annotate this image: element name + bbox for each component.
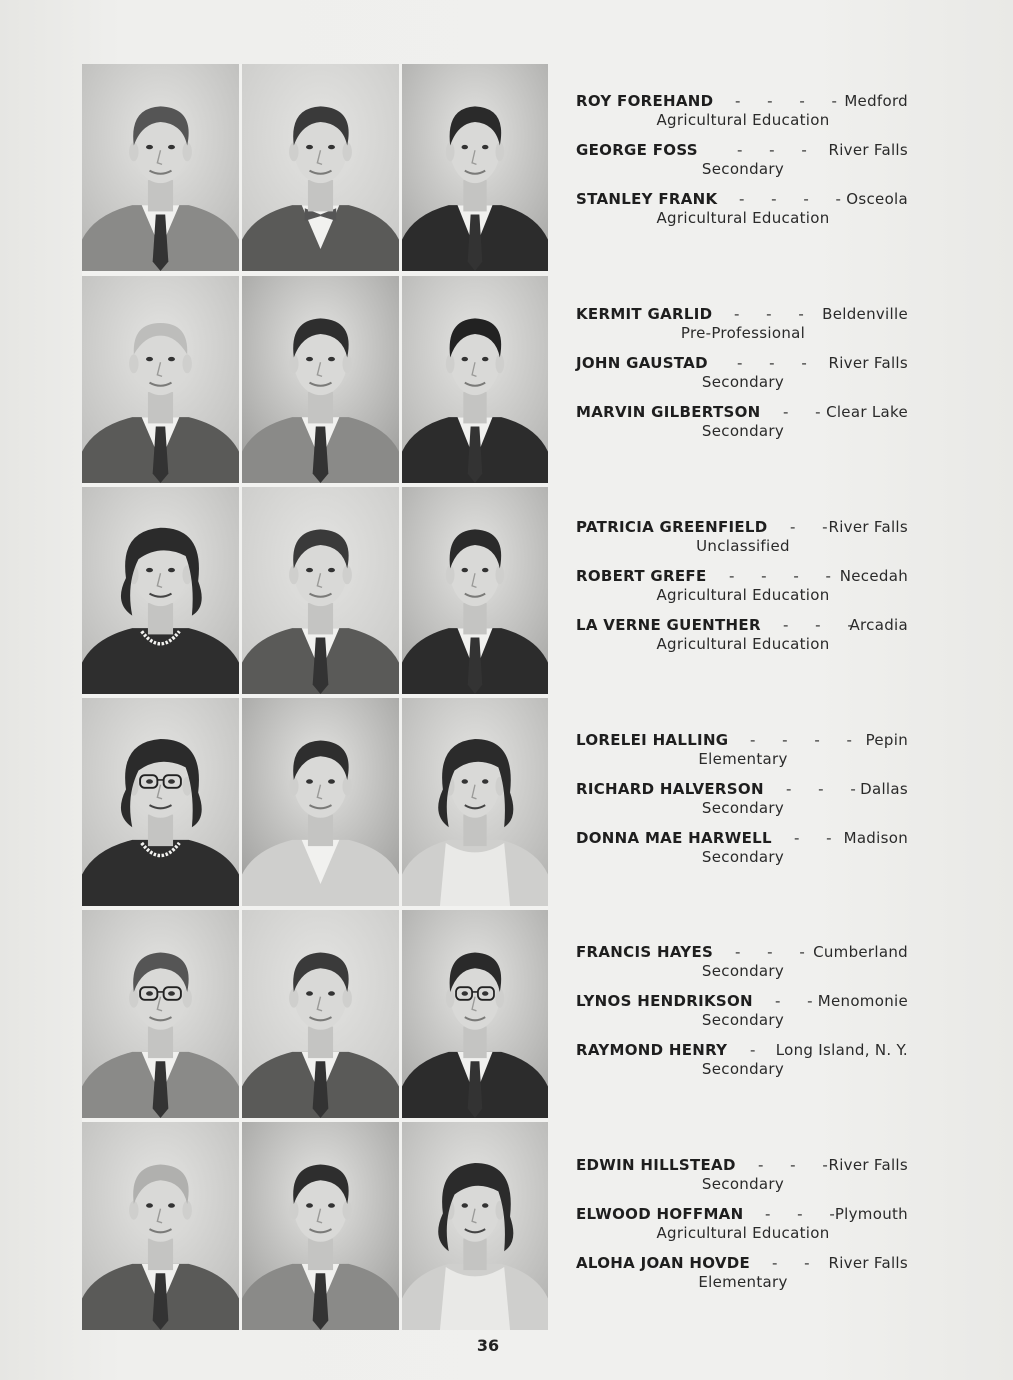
- portrait-image: [242, 910, 399, 1118]
- hometown: Dallas: [860, 780, 908, 798]
- student-portrait-photo: [82, 1122, 239, 1330]
- student-name: MARVIN GILBERTSON: [576, 403, 761, 421]
- hometown: Pepin: [865, 731, 908, 749]
- portrait-image: [82, 276, 239, 483]
- student-entry: [576, 616, 916, 656]
- portrait-image: [82, 698, 239, 906]
- leader-dashes: -: [750, 1041, 767, 1059]
- leader-dashes: - - - -: [729, 567, 842, 585]
- hometown: Menomonie: [817, 992, 908, 1010]
- leader-dashes: - -: [775, 992, 824, 1010]
- student-name: PATRICIA GREENFIELD: [576, 518, 768, 536]
- course-of-study: Pre-Professional: [680, 324, 806, 342]
- student-name: ROBERT GREFE: [576, 567, 707, 585]
- course-of-study: Secondary: [701, 160, 785, 178]
- course-of-study: Secondary: [701, 1060, 785, 1078]
- portrait-image: [242, 64, 399, 271]
- course-of-study: Secondary: [701, 422, 785, 440]
- portrait-image: [82, 64, 239, 271]
- leader-dashes: - - -: [734, 305, 815, 323]
- student-entry: [576, 992, 916, 1032]
- leader-dashes: - -: [790, 518, 839, 536]
- hometown: River Falls: [828, 141, 908, 159]
- course-of-study: Elementary: [698, 1273, 788, 1291]
- leader-dashes: - - -: [765, 1205, 846, 1223]
- student-name: ELWOOD HOFFMAN: [576, 1205, 744, 1223]
- leader-dashes: - - -: [758, 1156, 839, 1174]
- portrait-image: [402, 487, 548, 694]
- hometown: Osceola: [846, 190, 908, 208]
- student-entry: [576, 1205, 916, 1245]
- student-entry: [576, 567, 916, 607]
- student-name: FRANCIS HAYES: [576, 943, 714, 961]
- student-entry: [576, 92, 916, 132]
- student-name: ALOHA JOAN HOVDE: [576, 1254, 751, 1272]
- leader-dashes: - -: [794, 829, 843, 847]
- student-portrait-photo: [402, 1122, 548, 1330]
- course-of-study: Secondary: [701, 1011, 785, 1029]
- student-portrait-photo: [402, 910, 548, 1118]
- portrait-image: [82, 1122, 239, 1330]
- student-entry: [576, 943, 916, 983]
- page-number: 36: [476, 1336, 500, 1355]
- student-name: LA VERNE GUENTHER: [576, 616, 761, 634]
- portrait-image: [82, 487, 239, 694]
- course-of-study: Agricultural Education: [656, 1224, 830, 1242]
- portrait-image: [242, 276, 399, 483]
- student-portrait-photo: [82, 64, 239, 271]
- course-of-study: Secondary: [701, 962, 785, 980]
- student-portrait-photo: [242, 910, 399, 1118]
- hometown: Medford: [844, 92, 908, 110]
- student-entry: [576, 518, 916, 558]
- student-name: KERMIT GARLID: [576, 305, 713, 323]
- student-name: RAYMOND HENRY: [576, 1041, 728, 1059]
- student-entry: [576, 305, 916, 345]
- portrait-image: [242, 698, 399, 906]
- course-of-study: Agricultural Education: [656, 635, 830, 653]
- leader-dashes: - - -: [783, 616, 864, 634]
- student-name: JOHN GAUSTAD: [576, 354, 708, 372]
- student-entry: [576, 1041, 916, 1081]
- student-name: EDWIN HILLSTEAD: [576, 1156, 736, 1174]
- portrait-image: [402, 1122, 548, 1330]
- leader-dashes: - - -: [737, 354, 818, 372]
- hometown: River Falls: [828, 1156, 908, 1174]
- student-name: DONNA MAE HARWELL: [576, 829, 772, 847]
- student-portrait-photo: [402, 64, 548, 271]
- portrait-image: [402, 64, 548, 271]
- student-name: LYNOS HENDRIKSON: [576, 992, 753, 1010]
- student-portrait-photo: [402, 276, 548, 483]
- leader-dashes: - - - -: [735, 92, 848, 110]
- student-name: ROY FOREHAND: [576, 92, 714, 110]
- student-entry: [576, 141, 916, 181]
- student-entry: [576, 190, 916, 230]
- hometown: Madison: [843, 829, 908, 847]
- hometown: Long Island, N. Y.: [775, 1041, 908, 1059]
- portrait-image: [82, 910, 239, 1118]
- course-of-study: Agricultural Education: [656, 586, 830, 604]
- hometown: River Falls: [828, 354, 908, 372]
- student-portrait-photo: [242, 64, 399, 271]
- student-entry: [576, 780, 916, 820]
- course-of-study: Secondary: [701, 373, 785, 391]
- student-portrait-photo: [82, 698, 239, 906]
- course-of-study: Agricultural Education: [656, 111, 830, 129]
- course-of-study: Unclassified: [696, 537, 790, 555]
- leader-dashes: - - - -: [739, 190, 852, 208]
- leader-dashes: - -: [783, 403, 832, 421]
- course-of-study: Agricultural Education: [656, 209, 830, 227]
- portrait-image: [402, 276, 548, 483]
- hometown: Necedah: [839, 567, 908, 585]
- hometown: Beldenville: [822, 305, 908, 323]
- hometown: River Falls: [828, 518, 908, 536]
- photo-grid: [82, 64, 548, 1330]
- leader-dashes: - - -: [737, 141, 818, 159]
- student-portrait-photo: [82, 487, 239, 694]
- student-entry: [576, 403, 916, 443]
- student-portrait-photo: [242, 1122, 399, 1330]
- student-portrait-photo: [82, 910, 239, 1118]
- portrait-image: [402, 910, 548, 1118]
- leader-dashes: - -: [772, 1254, 821, 1272]
- student-entry: [576, 1156, 916, 1196]
- leader-dashes: - - - -: [750, 731, 863, 749]
- hometown: Clear Lake: [826, 403, 908, 421]
- portrait-image: [242, 487, 399, 694]
- course-of-study: Elementary: [698, 750, 788, 768]
- student-name: STANLEY FRANK: [576, 190, 718, 208]
- student-portrait-photo: [242, 276, 399, 483]
- student-portrait-photo: [242, 487, 399, 694]
- portrait-image: [242, 1122, 399, 1330]
- student-entry: [576, 731, 916, 771]
- hometown: River Falls: [828, 1254, 908, 1272]
- student-name: RICHARD HALVERSON: [576, 780, 764, 798]
- hometown: Cumberland: [813, 943, 908, 961]
- student-portrait-photo: [82, 276, 239, 483]
- course-of-study: Secondary: [701, 848, 785, 866]
- leader-dashes: - - -: [735, 943, 816, 961]
- course-of-study: Secondary: [701, 799, 785, 817]
- hometown: Arcadia: [849, 616, 908, 634]
- student-portrait-photo: [242, 698, 399, 906]
- student-entry: [576, 354, 916, 394]
- student-entry: [576, 1254, 916, 1294]
- portrait-image: [402, 698, 548, 906]
- hometown: Plymouth: [834, 1205, 908, 1223]
- student-entry: [576, 829, 916, 869]
- leader-dashes: - - -: [786, 780, 867, 798]
- course-of-study: Secondary: [701, 1175, 785, 1193]
- student-name: GEORGE FOSS: [576, 141, 698, 159]
- student-portrait-photo: [402, 487, 548, 694]
- student-name: LORELEI HALLING: [576, 731, 729, 749]
- student-portrait-photo: [402, 698, 548, 906]
